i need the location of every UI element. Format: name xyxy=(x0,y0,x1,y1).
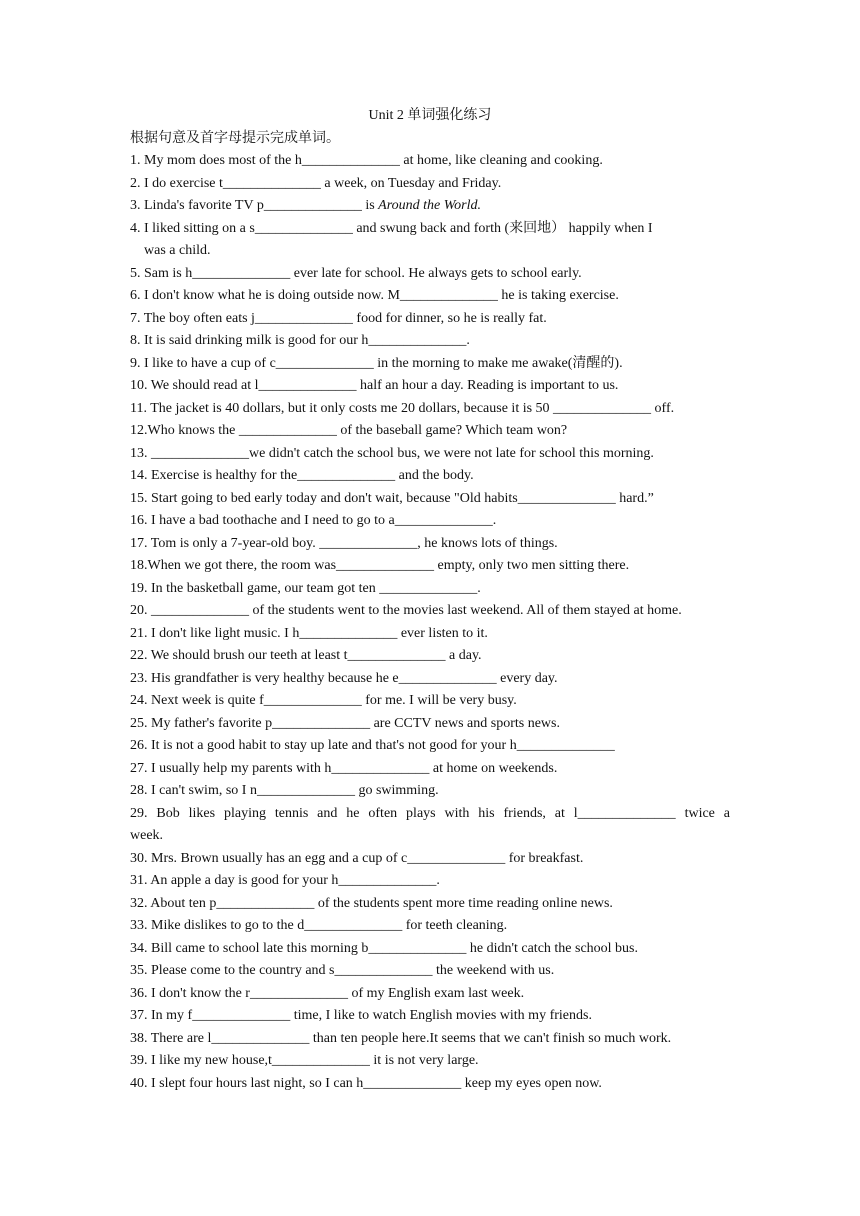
exercise-item: 28. I can't swim, so I n______________ go swimming. xyxy=(130,783,439,798)
exercise-item: 5. Sam is h______________ ever late for school. He always gets to school early. xyxy=(130,265,582,281)
exercise-item: 15. Start going to bed early today and don't wait, because "Old habits______________ hard.” xyxy=(130,490,654,506)
exercise-item: 32. About ten p______________ of the students spent more time reading online news. xyxy=(130,895,613,911)
exercise-item: 22. We should brush our teeth at least t______________ a day. xyxy=(130,648,482,663)
exercise-item: 36. I don't know the r______________ of my English exam last week. xyxy=(130,985,525,1001)
exercise-item: 8. It is said drinking milk is good for our h______________. xyxy=(130,333,470,348)
exercise-item: 7. The boy often eats j______________ food for dinner, so he is really fat. xyxy=(130,310,547,326)
exercise-item: 2. I do exercise t______________ a week, on Tuesday and Friday. xyxy=(130,175,502,191)
exercise-item: 30. Mrs. Brown usually has an egg and a cup of c______________ for breakfast. xyxy=(130,850,584,866)
exercise-item: 12.Who knows the ______________ of the baseball game? Which team won? xyxy=(130,423,568,438)
exercise-item: 40. I slept four hours last night, so I can h______________ keep my eyes open now. xyxy=(130,1075,602,1091)
exercise-item: 35. Please come to the country and s______________ the weekend with us. xyxy=(130,963,555,978)
exercise-item: 24. Next week is quite f______________ for me. I will be very busy. xyxy=(130,693,517,708)
exercise-item: 19. In the basketball game, our team got ten ______________. xyxy=(130,580,481,596)
exercise-item: 25. My father's favorite p______________ are CCTV news and sports news. xyxy=(130,715,560,731)
exercise-item: 29. Bob likes playing tennis and he often plays with his friends, at l______________ twice a xyxy=(130,805,730,821)
exercise-item: 9. I like to have a cup of c______________ in the morning to make me awake(清醒的). xyxy=(130,355,623,371)
exercise-item: 18.When we got there, the room was______________ empty, only two men sitting there. xyxy=(130,558,630,573)
exercise-item: 16. I have a bad toothache and I need to go to a______________. xyxy=(130,513,497,528)
exercise-item: 27. I usually help my parents with h______________ at home on weekends. xyxy=(130,760,558,776)
exercise-item: 39. I like my new house,t______________ it is not very large. xyxy=(130,1053,479,1068)
exercise-item: 31. An apple a day is good for your h______________. xyxy=(130,873,440,888)
instruction: 根据句意及首字母提示完成单词。 xyxy=(130,130,340,146)
exercise-item: 26. It is not a good habit to stay up late and that's not good for your h______________ xyxy=(130,738,615,753)
exercise-item: 21. I don't like light music. I h______________ ever listen to it. xyxy=(130,625,488,641)
exercise-item: 17. Tom is only a 7-year-old boy. ______________, he knows lots of things. xyxy=(130,535,558,551)
exercise-item: 4. I liked sitting on a s______________ and swung back and forth (来回地） happily when I xyxy=(130,220,653,236)
exercise-item: 38. There are l______________ than ten people here.It seems that we can't finish so much work. xyxy=(130,1030,672,1046)
item-period: . xyxy=(477,198,481,213)
exercise-item: 6. I don't know what he is doing outside now. M______________ he is taking exercise. xyxy=(130,288,619,303)
exercise-item: 33. Mike dislikes to go to the d______________ for teeth cleaning. xyxy=(130,918,508,933)
exercise-item: 20. ______________ of the students went to the movies last weekend. All of them stayed at home. xyxy=(130,603,682,618)
exercise-item xyxy=(130,195,730,218)
exercise-item: 1. My mom does most of the h______________ at home, like cleaning and cooking. xyxy=(130,153,603,168)
exercise-item: 13. ______________we didn't catch the school bus, we were not late for school this morning. xyxy=(130,445,654,461)
tv-program-title: Around the World xyxy=(378,198,478,213)
page-title: Unit 2 单词强化练习 xyxy=(368,108,492,123)
exercise-item-continuation: week. xyxy=(130,828,164,843)
worksheet xyxy=(130,105,730,1095)
exercise-item: 37. In my f______________ time, I like to watch English movies with my friends. xyxy=(130,1008,592,1023)
item-text: 3. Linda's favorite TV p______________ is xyxy=(130,198,379,213)
exercise-item: 14. Exercise is healthy for the______________ and the body. xyxy=(130,468,474,483)
exercise-item: 34. Bill came to school late this morning b______________ he didn't catch the school bus. xyxy=(130,940,639,956)
exercise-item: 10. We should read at l______________ half an hour a day. Reading is important to us. xyxy=(130,378,619,393)
exercise-item: 23. His grandfather is very healthy because he e______________ every day. xyxy=(130,670,558,686)
exercise-item: 11. The jacket is 40 dollars, but it only costs me 20 dollars, because it is 50 ______________ off. xyxy=(130,400,675,416)
exercise-item-continuation: was a child. xyxy=(144,243,211,258)
